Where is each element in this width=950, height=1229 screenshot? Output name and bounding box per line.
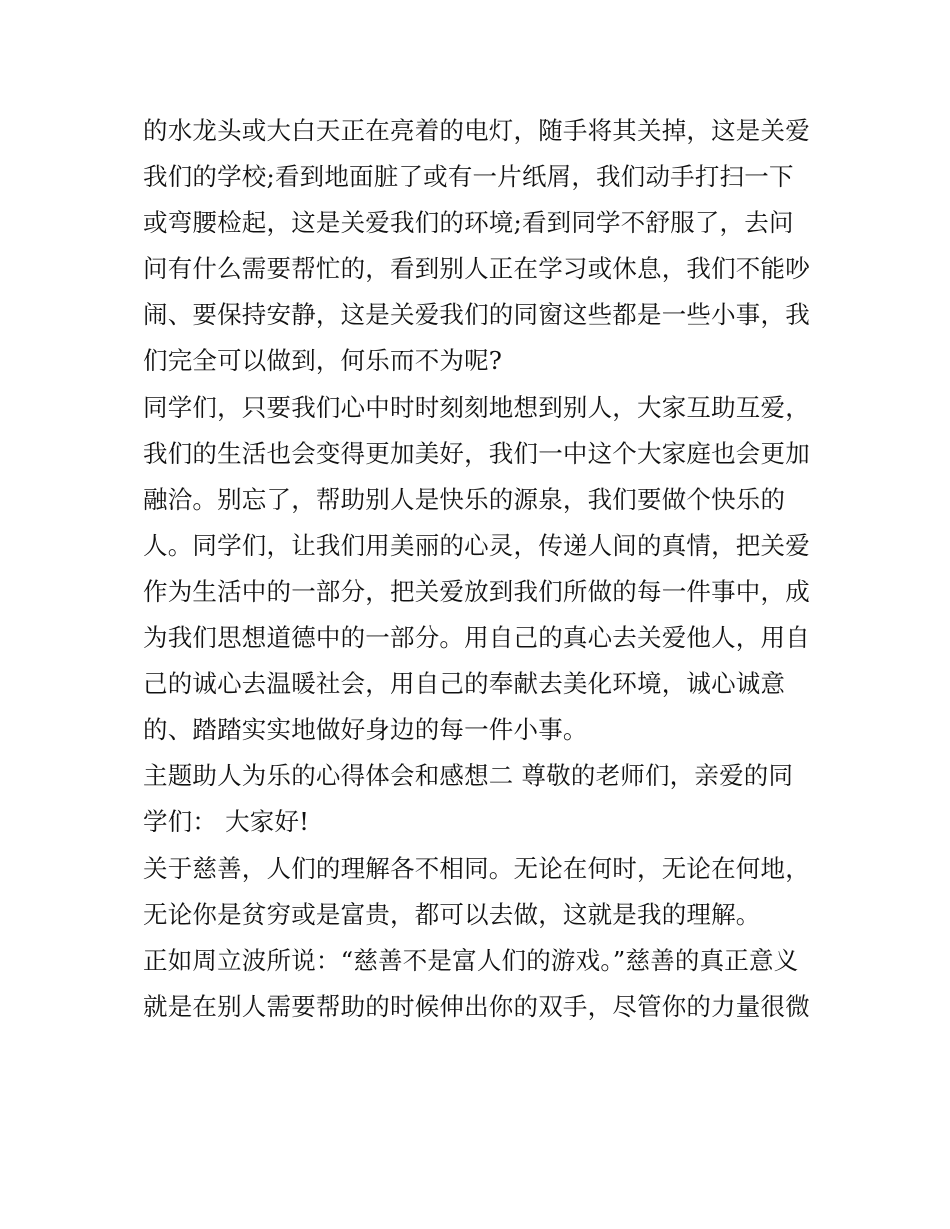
text-line: 我们的生活也会变得更加美好，我们一中这个大家庭也会更加: [143, 438, 810, 468]
text-line: 就是在别人需要帮助的时候伸出你的双手，尽管你的力量很微: [143, 991, 810, 1021]
text-line: 无论你是贫穷或是富贵，都可以去做，这就是我的理解。: [143, 899, 761, 929]
text-line: 的、踏踏实实地做好身边的每一件小事。: [143, 715, 588, 745]
document-body: [143, 108, 815, 1030]
text-line: 问有什么需要帮忙的，看到别人正在学习或休息，我们不能吵: [143, 254, 810, 284]
text-line: 人。同学们，让我们用美丽的心灵，传递人间的真情，把关爱: [143, 530, 810, 560]
text-line: 同学们，只要我们心中时时刻刻地想到别人，大家互助互爱，: [143, 392, 810, 422]
text-line: 作为生活中的一部分，把关爱放到我们所做的每一件事中，成: [143, 576, 810, 606]
text-line: 学们： 大家好!: [143, 807, 310, 837]
text-line: 我们的学校;看到地面脏了或有一片纸屑，我们动手打扫一下: [143, 162, 794, 192]
text-line: 或弯腰检起，这是关爱我们的环境;看到同学不舒服了，去问: [143, 208, 794, 238]
text-line: 闹、要保持安静，这是关爱我们的同窗这些都是一些小事，我: [143, 300, 810, 330]
text-line: 己的诚心去温暖社会，用自己的奉献去美化环境，诚心诚意: [143, 669, 786, 699]
text-line: 融洽。别忘了，帮助别人是快乐的源泉，我们要做个快乐的: [143, 484, 786, 514]
text-line: 主题助人为乐的心得体会和感想二 尊敬的老师们，亲爱的同: [143, 761, 794, 791]
text-line: 正如周立波所说：“慈善不是富人们的游戏。”慈善的真正意义: [143, 945, 799, 975]
text-line: 的水龙头或大白天正在亮着的电灯，随手将其关掉，这是关爱: [143, 116, 810, 145]
text-line: 为我们思想道德中的一部分。用自己的真心去关爱他人，用自: [143, 623, 810, 653]
text-line: 关于慈善，人们的理解各不相同。无论在何时，无论在何地，: [143, 853, 810, 883]
text-line: 们完全可以做到，何乐而不为呢?: [143, 346, 503, 376]
